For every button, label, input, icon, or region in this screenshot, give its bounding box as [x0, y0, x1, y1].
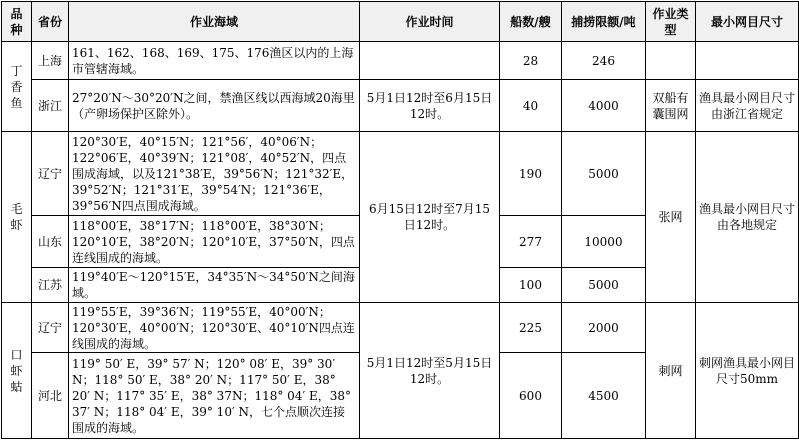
- area-cell: 119°55′E，39°36′N；119°55′E，40°00′N；120°30′E，40°00′N；120°30′E、40°10′N四点连线围成的海域。: [69, 303, 360, 353]
- quota-cell: 4000: [562, 80, 646, 132]
- header-area: 作业海域: [69, 2, 360, 42]
- boats-cell: 225: [500, 303, 562, 353]
- boats-cell: 40: [500, 80, 562, 132]
- table-row: [2, 132, 799, 216]
- gear-type-cell: 刺网: [646, 303, 696, 439]
- header-boats: 船数/艘: [500, 2, 562, 42]
- quota-cell: 10000: [562, 216, 646, 268]
- quota-cell: 246: [562, 42, 646, 80]
- quota-cell: 5000: [562, 268, 646, 303]
- species-cell: 口虾蛄: [2, 303, 32, 439]
- fishery-quota-table: [1, 1, 799, 439]
- table-row: [2, 303, 799, 353]
- province-cell: 浙江: [32, 80, 69, 132]
- time-cell: 5月1日12时至6月15日12时。: [360, 80, 500, 132]
- boats-cell: 100: [500, 268, 562, 303]
- species-cell: 毛虾: [2, 132, 32, 303]
- header-quota: 捕捞限额/吨: [562, 2, 646, 42]
- area-cell: 27°20′N～30°20′N之间，禁渔区线以西海域20海里（产卵场保护区除外）。: [69, 80, 360, 132]
- header-row: [2, 2, 799, 42]
- mesh-cell: 刺网渔具最小网目尺寸50mm: [696, 303, 799, 439]
- area-cell: 120°30′E，40°15′N；121°56′，40°06′N；122°06′E，40°39′N；121°08′，40°52′N，四点围成海域，以及121°38′E，39°56′N；121°32′E，39°52′N；121°31′E，39°54′N；121°36′E，39°56′N四点围成海域。: [69, 132, 360, 216]
- province-cell: 山东: [32, 216, 69, 268]
- gear-type-cell: 双船有囊围网: [646, 80, 696, 132]
- boats-cell: 277: [500, 216, 562, 268]
- boats-cell: 600: [500, 353, 562, 439]
- province-cell: 辽宁: [32, 132, 69, 216]
- header-mesh: 最小网目尺寸: [696, 2, 799, 42]
- province-cell: 江苏: [32, 268, 69, 303]
- boats-cell: 190: [500, 132, 562, 216]
- time-cell: 6月15日12时至7月15日12时。: [360, 132, 500, 303]
- province-cell: 河北: [32, 353, 69, 439]
- mesh-cell: [696, 42, 799, 80]
- gear-type-cell: [646, 42, 696, 80]
- time-cell: 5月1日12时至5月15日12时。: [360, 303, 500, 439]
- header-species: 品种: [2, 2, 32, 42]
- area-cell: 118°00′E，38°17′N；118°00′E，38°30′N；120°10′E，38°20′N；120°10′E，37°50′N，四点连线围成的海域。: [69, 216, 360, 268]
- mesh-cell: 渔具最小网目尺寸由浙江省规定: [696, 80, 799, 132]
- header-gear-type: 作业类型: [646, 2, 696, 42]
- area-cell: 119°40′E～120°15′E，34°35′N～34°50′N之间海域。: [69, 268, 360, 303]
- mesh-cell: 渔具最小网目尺寸由各地规定: [696, 132, 799, 303]
- table-row: [2, 80, 799, 132]
- species-cell: 丁香鱼: [2, 42, 32, 132]
- header-time: 作业时间: [360, 2, 500, 42]
- area-cell: 161、162、168、169、175、176渔区以内的上海市管辖海域。: [69, 42, 360, 80]
- quota-cell: 5000: [562, 132, 646, 216]
- time-cell: [360, 42, 500, 80]
- province-cell: 辽宁: [32, 303, 69, 353]
- gear-type-cell: 张网: [646, 132, 696, 303]
- header-province: 省份: [32, 2, 69, 42]
- province-cell: 上海: [32, 42, 69, 80]
- quota-cell: 2000: [562, 303, 646, 353]
- area-cell: 119° 50′ E，39° 57′ N；120° 08′ E，39° 30′ N；118° 50′ E，38° 20′ N；117° 50′ E，38° 20′ N；117° 35′ E，38° 37N；118° 04′ E，38° 37′ N；118° 04′ E，39° 10′ N，七个点顺次连接围成的海域。: [69, 353, 360, 439]
- boats-cell: 28: [500, 42, 562, 80]
- table-row: [2, 42, 799, 80]
- quota-cell: 4500: [562, 353, 646, 439]
